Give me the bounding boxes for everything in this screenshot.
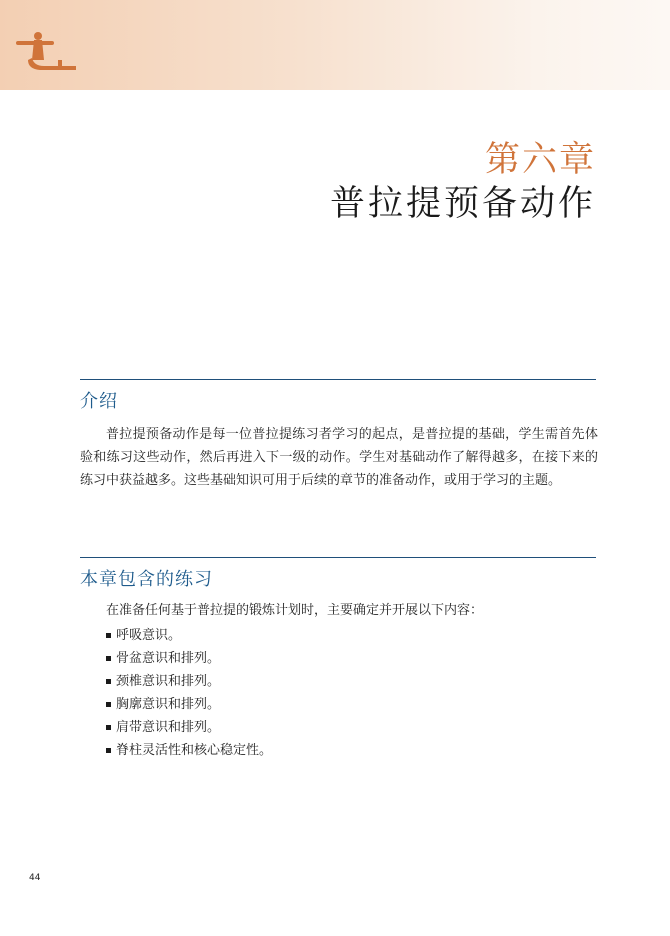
section-divider — [80, 557, 596, 558]
bullet-icon — [106, 679, 111, 684]
page-number: 44 — [29, 873, 41, 883]
list-item-text: 脊柱灵活性和核心稳定性。 — [116, 743, 273, 758]
list-item — [106, 624, 272, 647]
list-item — [106, 670, 272, 693]
list-item-text: 呼吸意识。 — [116, 628, 182, 643]
exercises-heading: 本章包含的练习 — [80, 569, 213, 590]
list-item-text: 颈椎意识和排列。 — [116, 674, 221, 689]
exercise-list — [106, 624, 272, 762]
list-item — [106, 693, 272, 716]
bullet-icon — [106, 633, 111, 638]
list-item — [106, 739, 272, 762]
intro-paragraph: 普拉提预备动作是每一位普拉提练习者学习的起点，是普拉提的基础，学生需首先体验和练习这些动作，然后再进入下一级的动作。学生对基础动作了解得越多，在接下来的练习中获益越多。这些基础知识可用于后续的章节的准备动作，或用于学习的主题。 — [80, 427, 598, 488]
bullet-icon — [106, 748, 111, 753]
section-divider — [80, 379, 596, 380]
intro-heading: 介绍 — [80, 391, 118, 412]
list-item — [106, 647, 272, 670]
exercises-lead: 在准备任何基于普拉提的锻炼计划时，主要确定并开展以下内容： — [106, 603, 484, 618]
bullet-icon — [106, 656, 111, 661]
header-band — [0, 0, 670, 90]
list-item-text: 骨盆意识和排列。 — [116, 651, 221, 666]
chapter-number: 第六章 — [484, 140, 596, 180]
pilates-pose-icon — [14, 32, 78, 72]
chapter-title: 普拉提预备动作 — [329, 184, 596, 224]
list-item-text: 肩带意识和排列。 — [116, 720, 221, 735]
bullet-icon — [106, 725, 111, 730]
bullet-icon — [106, 702, 111, 707]
list-item — [106, 716, 272, 739]
list-item-text: 胸廓意识和排列。 — [116, 697, 221, 712]
